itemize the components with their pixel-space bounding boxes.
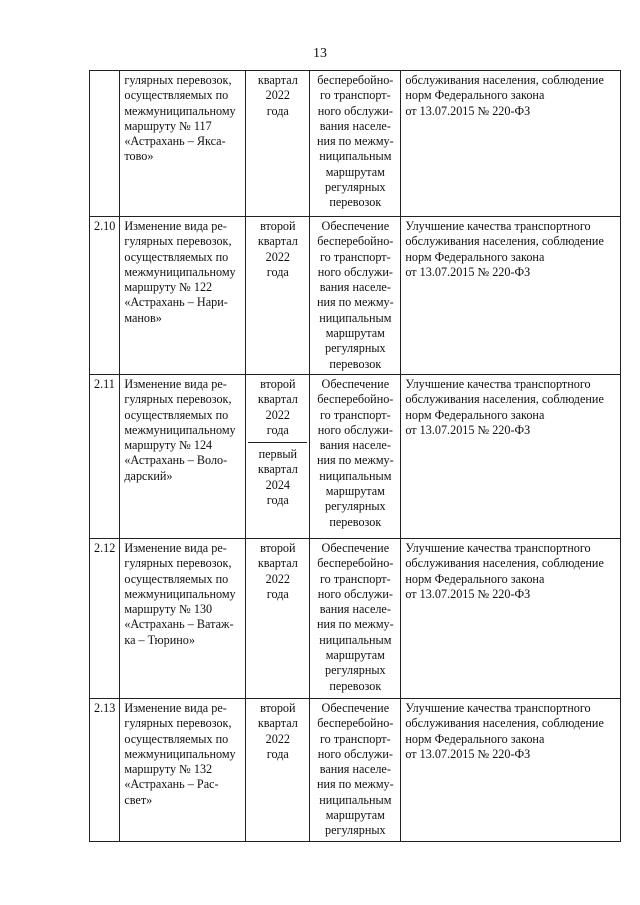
table-row (90, 217, 621, 375)
measures-table (89, 70, 621, 842)
cell-goal (310, 374, 401, 538)
cell-lines (314, 73, 396, 211)
cell-period (246, 698, 310, 841)
text-line: квартал (257, 73, 298, 87)
cell-lines (124, 377, 241, 484)
page-number: 13 (313, 46, 327, 61)
text-line: квартал (257, 556, 298, 571)
text-line: от 13.07.2015 № 220-ФЗ (405, 422, 531, 437)
text-line: Изменение вида ре- (124, 540, 227, 555)
text-line: го транспорт- (319, 88, 391, 103)
cell-lines (314, 219, 396, 372)
text-line: бесперебойно- (317, 556, 394, 571)
text-line: гулярных перевозок, (124, 234, 232, 249)
text-line: второй (260, 376, 296, 391)
text-line: вания населе- (319, 280, 391, 295)
text-line: второй (260, 540, 296, 555)
text-line: гулярных перевозок, (124, 73, 232, 87)
cell-number: 2.10 (90, 217, 120, 375)
text-line: норм Федерального закона (405, 88, 545, 103)
text-line: 2022 (265, 407, 291, 422)
text-line: межмуниципальному (124, 586, 236, 601)
text-line: 2022 (265, 731, 291, 746)
cell-goal (310, 217, 401, 375)
text-line: перевозок (329, 514, 382, 529)
cell-lines (124, 701, 241, 808)
text-line: осуществляемых по (124, 731, 229, 746)
text-line: года (266, 493, 289, 508)
text-line: норм Федерального закона (405, 571, 545, 586)
cell-description (120, 374, 246, 538)
text-line: норм Федерального закона (405, 407, 545, 422)
text-line: обслуживания населения, соблюдение (405, 234, 604, 249)
text-line: норм Федерального закона (405, 249, 545, 264)
text-line: Улучшение качества транспортного (405, 219, 591, 233)
text-line: ниципальным (319, 310, 392, 325)
text-line: маршрутам (325, 808, 385, 823)
table-row (90, 538, 621, 698)
cell-description (120, 698, 246, 841)
text-line: осуществляемых по (124, 249, 229, 264)
cell-lines (250, 541, 305, 602)
text-line: ного обслужи- (317, 264, 393, 279)
cell-result (401, 698, 621, 841)
cell-lines (124, 541, 241, 648)
text-line: регулярных (325, 663, 386, 678)
text-line: «Астрахань – Яксa- (124, 134, 226, 149)
text-line: ного обслужи- (317, 103, 393, 118)
text-line: маршруту № 124 (124, 438, 213, 453)
cell-number: 2.11 (90, 374, 120, 538)
text-line: квартал (257, 716, 298, 731)
text-line: го транспорт- (319, 249, 391, 264)
text-line: ния по межму- (316, 453, 394, 468)
text-line: Обеспечение (321, 376, 390, 391)
text-line: маршрутам (325, 484, 385, 499)
cell-description (120, 217, 246, 375)
text-line: Обеспечение (321, 540, 390, 555)
text-line: гулярных перевозок, (124, 392, 232, 407)
cell-result (401, 538, 621, 698)
cell-result (401, 217, 621, 375)
text-line: манов» (124, 310, 162, 325)
cell-lines (405, 701, 616, 762)
text-line: норм Федерального закона (405, 731, 545, 746)
text-line: 2024 (265, 477, 291, 492)
text-line: 2022 (265, 249, 291, 264)
table-row (90, 698, 621, 841)
text-line: маршруту № 132 (124, 762, 213, 777)
text-line: «Астрахань – Воло- (124, 453, 228, 468)
text-line: «Астрахань – Ватаж- (124, 617, 234, 632)
text-line: го транспорт- (319, 407, 391, 422)
cell-number: 2.13 (90, 698, 120, 841)
text-line: от 13.07.2015 № 220-ФЗ (405, 103, 531, 118)
cell-goal (310, 538, 401, 698)
text-line: гулярных перевозок, (124, 556, 232, 571)
table-row (90, 71, 621, 217)
text-line: ния по межму- (316, 617, 394, 632)
cell-lines (405, 219, 616, 280)
text-line: осуществляемых по (124, 571, 229, 586)
cell-lines (250, 377, 305, 438)
text-line: обслуживания населения, соблюдение (405, 556, 604, 571)
text-line: ного обслужи- (317, 422, 393, 437)
text-line: ниципальным (319, 468, 392, 483)
text-line: маршруту № 122 (124, 280, 213, 295)
text-line: регулярных (325, 180, 386, 195)
text-line: регулярных (325, 499, 386, 514)
text-line: ка – Тюрино» (124, 632, 195, 647)
text-line: от 13.07.2015 № 220-ФЗ (405, 264, 531, 279)
text-line: от 13.07.2015 № 220-ФЗ (405, 746, 531, 761)
text-line: Обеспечение (321, 700, 390, 715)
text-line: маршруту № 130 (124, 602, 213, 617)
text-line: года (266, 422, 289, 437)
text-line: осуществляемых по (124, 407, 229, 422)
text-line: обслуживания населения, соблюдение (405, 392, 604, 407)
text-line: квартал (257, 462, 298, 477)
text-line: ния по межму- (316, 134, 394, 149)
cell-period (246, 71, 310, 217)
cell-period (246, 217, 310, 375)
text-line: бесперебойно- (317, 73, 394, 87)
cell-description (120, 71, 246, 217)
cell-lines (250, 219, 305, 280)
text-line: 2022 (265, 88, 291, 103)
text-line: бесперебойно- (317, 234, 394, 249)
cell-lines (405, 73, 616, 119)
text-line: вания населе- (319, 118, 391, 133)
text-line: Изменение вида ре- (124, 376, 227, 391)
text-line: тово» (124, 149, 154, 164)
text-line: бесперебойно- (317, 392, 394, 407)
text-line: ного обслужи- (317, 586, 393, 601)
text-line: маршруту № 117 (124, 118, 212, 133)
cell-period (246, 374, 310, 538)
text-line: дарский» (124, 468, 173, 483)
text-line: Изменение вида ре- (124, 700, 227, 715)
cell-result (401, 374, 621, 538)
text-line: ния по межму- (316, 295, 394, 310)
text-line: перевозок (329, 195, 382, 210)
cell-goal (310, 71, 401, 217)
text-line: первый (258, 447, 298, 462)
text-line: «Астрахань – Нари- (124, 295, 228, 310)
text-line: го транспорт- (319, 571, 391, 586)
table-row (90, 374, 621, 538)
text-line: обслуживания населения, соблюдение (405, 73, 604, 87)
cell-lines (405, 541, 616, 602)
text-line: межмуниципальному (124, 422, 236, 437)
text-line: вания населе- (319, 602, 391, 617)
cell-number (90, 71, 120, 217)
text-line: квартал (257, 234, 298, 249)
text-line: гулярных перевозок, (124, 716, 232, 731)
text-line: вания населе- (319, 762, 391, 777)
text-line: квартал (257, 392, 298, 407)
text-line: межмуниципальному (124, 103, 236, 118)
text-line: обслуживания населения, соблюдение (405, 716, 604, 731)
text-line: го транспорт- (319, 731, 391, 746)
cell-lines (314, 701, 396, 839)
text-line: года (266, 746, 289, 761)
text-line: ния по межму- (316, 777, 394, 792)
table-body (90, 71, 621, 842)
text-line: маршрутам (325, 648, 385, 663)
cell-lines (314, 377, 396, 530)
text-line: маршрутам (325, 326, 385, 341)
text-line: перевозок (329, 356, 382, 371)
text-line: регулярных (325, 823, 386, 838)
cell-lines (124, 73, 241, 165)
text-line: «Астрахань – Рас- (124, 777, 219, 792)
text-line: бесперебойно- (317, 716, 394, 731)
cell-lines (314, 541, 396, 694)
text-line: осуществляемых по (124, 88, 229, 103)
text-line: от 13.07.2015 № 220-ФЗ (405, 586, 531, 601)
text-line: Улучшение качества транспортного (405, 700, 591, 715)
text-line: второй (260, 219, 296, 233)
text-line: года (266, 586, 289, 601)
text-line: регулярных (325, 341, 386, 356)
text-line: маршрутам (325, 164, 385, 179)
text-line: второй (260, 700, 296, 715)
text-line: Обеспечение (321, 219, 390, 233)
cell-lines (405, 377, 616, 438)
text-line: 2022 (265, 571, 291, 586)
text-line: вания населе- (319, 438, 391, 453)
text-line: Изменение вида ре- (124, 219, 227, 233)
cell-lines (124, 219, 241, 326)
cell-lines (250, 73, 305, 119)
text-line: ниципальным (319, 792, 392, 807)
text-line: Улучшение качества транспортного (405, 540, 591, 555)
text-line: свет» (124, 792, 153, 807)
cell-description (120, 538, 246, 698)
cell-number: 2.12 (90, 538, 120, 698)
cell-goal (310, 698, 401, 841)
cell-result (401, 71, 621, 217)
text-line: ного обслужи- (317, 746, 393, 761)
cell-lines (248, 442, 307, 508)
text-line: ниципальным (319, 632, 392, 647)
text-line: Улучшение качества транспортного (405, 376, 591, 391)
cell-lines (250, 701, 305, 762)
text-line: ниципальным (319, 149, 392, 164)
text-line: года (266, 264, 289, 279)
text-line: межмуниципальному (124, 746, 236, 761)
cell-period (246, 538, 310, 698)
text-line: года (266, 103, 289, 118)
text-line: перевозок (329, 678, 382, 693)
text-line: межмуниципальному (124, 264, 236, 279)
